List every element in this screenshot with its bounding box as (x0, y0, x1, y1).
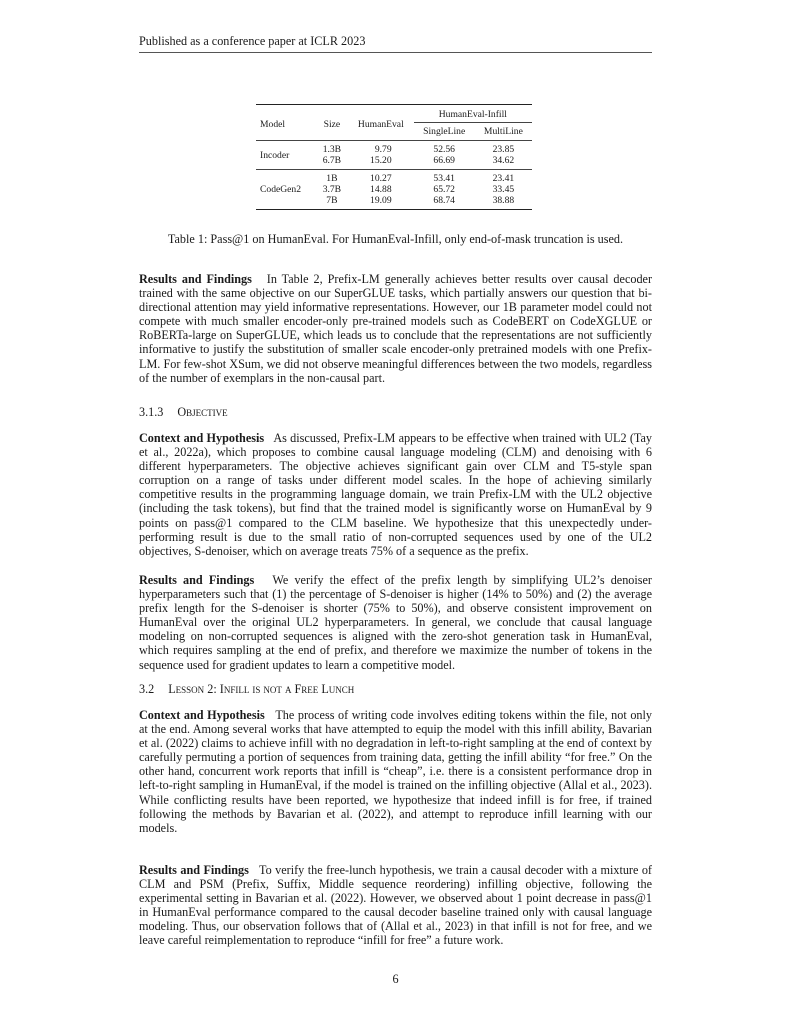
subsection-title: Objective (177, 405, 228, 419)
col-header-size: Size (323, 119, 341, 130)
cell-size: 3.7B (322, 184, 342, 195)
section-title: Lesson 2: Infill is not a Free Lunch (168, 682, 355, 696)
paragraph-results-findings-1 (139, 272, 652, 385)
cell-size: 1B (326, 173, 338, 184)
section-heading-lesson-2 (139, 682, 354, 697)
paragraph-text: The process of writing code involves editing tokens within the file, not only at the end. Among several works that have attempted to equip the model with this infill ability, Bavarian et al. (2022) claims to achieve infill with no degradation in left-to-right sampling at the end of context by carefully permuting a portion of sequences from training data, getting the infill ability “for free.” On the other hand, concurrent work reports that infill is “cheap”, i.e. there is a consistent performance drop in left-to-right sampling in HumanEval, if the model is trained on the infilling objective (Allal et al., 2023). While conflicting results have been reported, we hypothesize that indeed infill is for free, if trained following the methods by Bavarian et al. (2022), and attempt to reproduce infill learning with our models. (139, 708, 652, 835)
paragraph-text: In Table 2, Prefix-LM generally achieves better results over causal decoder trained with the same objective on our SuperGLUE tasks, which partially answers our question that bi-directional attention may yield informative representations. However, our 1B parameter model could not compete with much smaller encoder-only pre-trained models such as CodeBERT on CodeXGLUE or RoBERTa-large on SuperGLUE, which leads us to conclude that the representations are not sufficiently informative to justify the substitution of smaller scale encoder-only pretrained models with one Prefix-LM. For few-shot XSum, we did not observe meaningful differences between the two models, regardless of the number of exemplars in the non-causal part. (139, 272, 653, 385)
cell-humaneval: 15.20 (370, 155, 392, 166)
cell-singleline: 53.41 (433, 173, 455, 184)
cell-singleline: 68.74 (433, 195, 455, 206)
paragraph-lead: Results and Findings (139, 272, 252, 286)
cell-multiline: 33.45 (492, 184, 515, 195)
cell-humaneval: 19.09 (370, 195, 392, 206)
group-model-label: Incoder (260, 149, 290, 161)
cell-singleline: 52.56 (433, 144, 455, 155)
subsection-heading-objective (139, 405, 228, 420)
cell-humaneval: 9.79 (374, 144, 392, 155)
paragraph-lead: Context and Hypothesis (139, 708, 265, 722)
section-number: 3.2 (139, 682, 155, 696)
cell-size: 1.3B (322, 144, 342, 155)
cell-singleline: 66.69 (433, 155, 455, 166)
cell-humaneval: 10.27 (370, 173, 392, 184)
cell-humaneval: 14.88 (370, 184, 392, 195)
page-number: 6 (392, 972, 399, 986)
paragraph-lead: Results and Findings (139, 863, 249, 877)
paragraph-text: To verify the free-lunch hypothesis, we train a causal decoder with a mixture of CLM and PSM (Prefix, Suffix, Middle sequence reordering) infilling objective, following the experimental setting in Bavarian et al. (2022). However, we observed about 1 point decrease in pass@1 in HumanEval performance compared to the causal decoder baseline trained only with causal language modeling. Thus, our observation follows that of (Allal et al., 2023) in that infill is not for free, and we leave careful reimplementation to reproduce “infill for free” a future work. (139, 863, 652, 948)
cell-size: 7B (326, 195, 338, 206)
cell-multiline: 38.88 (492, 195, 515, 206)
paragraph-results-findings-2 (139, 573, 652, 672)
col-header-infill-group: HumanEval-Infill (414, 105, 532, 123)
results-table (256, 104, 532, 210)
cell-size: 6.7B (322, 155, 342, 166)
running-header: Published as a conference paper at ICLR 2023 (139, 34, 652, 53)
col-header-multiline: MultiLine (483, 126, 523, 137)
col-header-humaneval: HumanEval (357, 119, 404, 130)
paragraph-context-hypothesis-2 (139, 708, 652, 835)
cell-singleline: 65.72 (433, 184, 455, 195)
table-caption: Table 1: Pass@1 on HumanEval. For HumanEval-Infill, only end-of-mask truncation is used. (167, 232, 624, 246)
paragraph-context-hypothesis-1 (139, 431, 652, 558)
col-header-singleline: SingleLine (423, 126, 466, 137)
paragraph-lead: Results and Findings (139, 573, 255, 587)
col-header-model: Model (260, 119, 286, 130)
paragraph-text: As discussed, Prefix-LM appears to be effective when trained with UL2 (Tay et al., 2022a), which proposes to combine causal language modeling (CLM) and denoising with 6 different hyperparameters. The objective achieves significant gain over CLM and T5-style span corruption on a range of tasks under different model scales. In the hope of achieving similarly competitive results in the programming language domain, we train Prefix-LM with the UL2 objective (including the task tokens), but find that the trained model is significantly worse on HumanEval by 9 points on pass@1 compared to the CLM baseline. We hypothesize that this unexpectedly under-performing result is due to the small ratio of non-corrupted sequences used by one of the UL2 objectives, S-denoiser, which on average treats 75% of a sequence as the prefix. (139, 431, 652, 558)
cell-multiline: 23.85 (492, 144, 515, 155)
paragraph-text: We verify the effect of the prefix length by simplifying UL2’s denoiser hyperparameters such that (1) the percentage of S-denoiser is higher (14% to 50%) and (2) the average prefix length for the S-denoiser is shorter (75% to 50%), and observe consistent improvement on HumanEval over the original UL2 hyperparameters. In general, we conclude that causal language modeling on non-corrupted sequences is aligned with the zero-shot generation task in HumanEval, which requires sampling at the end of prefix, and therefore we maximize the number of tokens in the sequence used for gradient updates to learn a competitive model. (139, 573, 652, 672)
paragraph-results-findings-3 (139, 863, 652, 948)
cell-multiline: 34.62 (492, 155, 515, 166)
subsection-number: 3.1.3 (139, 405, 164, 419)
group-model-label: CodeGen2 (260, 184, 302, 195)
paragraph-lead: Context and Hypothesis (139, 431, 265, 445)
cell-multiline: 23.41 (492, 173, 515, 184)
